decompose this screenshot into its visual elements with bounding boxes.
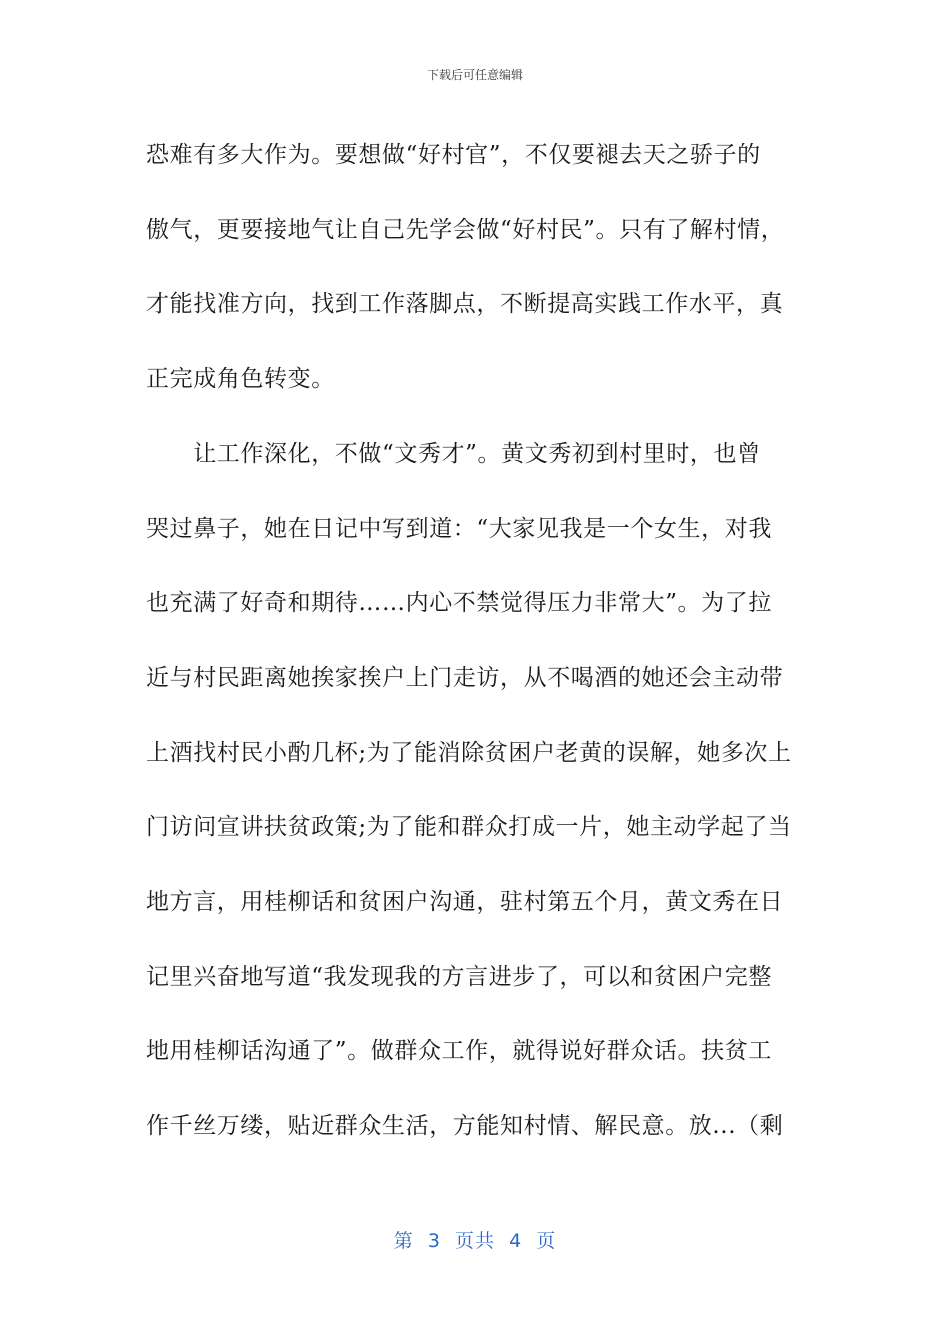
- paragraph-1: [146, 118, 806, 417]
- page-label: 第 3 页共 4 页: [393, 1230, 557, 1252]
- page-number-footer: [0, 1226, 950, 1253]
- text-line: 上酒找村民小酌几杯;为了能消除贫困户老黄的误解，她多次上: [146, 739, 792, 766]
- document-body: [146, 118, 806, 1164]
- header-note: 下载后可任意编辑: [426, 68, 523, 82]
- text-line: 近与村民距离她挨家挨户上门走访，从不喝酒的她还会主动带: [146, 664, 784, 691]
- text-line: 地方言，用桂柳话和贫困户沟通，驻村第五个月，黄文秀在日: [146, 889, 784, 916]
- text-line: 也充满了好奇和期待……内心不禁觉得压力非常大”。为了拉: [146, 590, 772, 617]
- text-line: 恐难有多大作为。要想做“好村官”，不仅要褪去天之骄子的: [146, 142, 761, 168]
- text-line: 哭过鼻子，她在日记中写到道：“大家见我是一个女生，对我: [146, 515, 772, 542]
- paragraph-2: [146, 417, 806, 1164]
- text-line: 记里兴奋地写道“我发现我的方言进步了，可以和贫困户完整: [146, 963, 772, 990]
- text-line: 地用桂柳话沟通了”。做群众工作，就得说好群众话。扶贫工: [146, 1038, 772, 1065]
- text-line: 傲气，更要接地气让自己先学会做“好村民”。只有了解村情，: [146, 216, 785, 243]
- text-line: 才能找准方向，找到工作落脚点，不断提高实践工作水平，真: [146, 291, 784, 318]
- text-line: 作千丝万缕，贴近群众生活，方能知村情、解民意。放...（剩: [146, 1113, 784, 1140]
- text-line: 正完成角色转变。: [146, 366, 335, 393]
- text-line: 让工作深化，不做“文秀才”。黄文秀初到村里时，也曾: [146, 440, 761, 467]
- text-line: 门访问宣讲扶贫政策;为了能和群众打成一片，她主动学起了当: [146, 814, 792, 841]
